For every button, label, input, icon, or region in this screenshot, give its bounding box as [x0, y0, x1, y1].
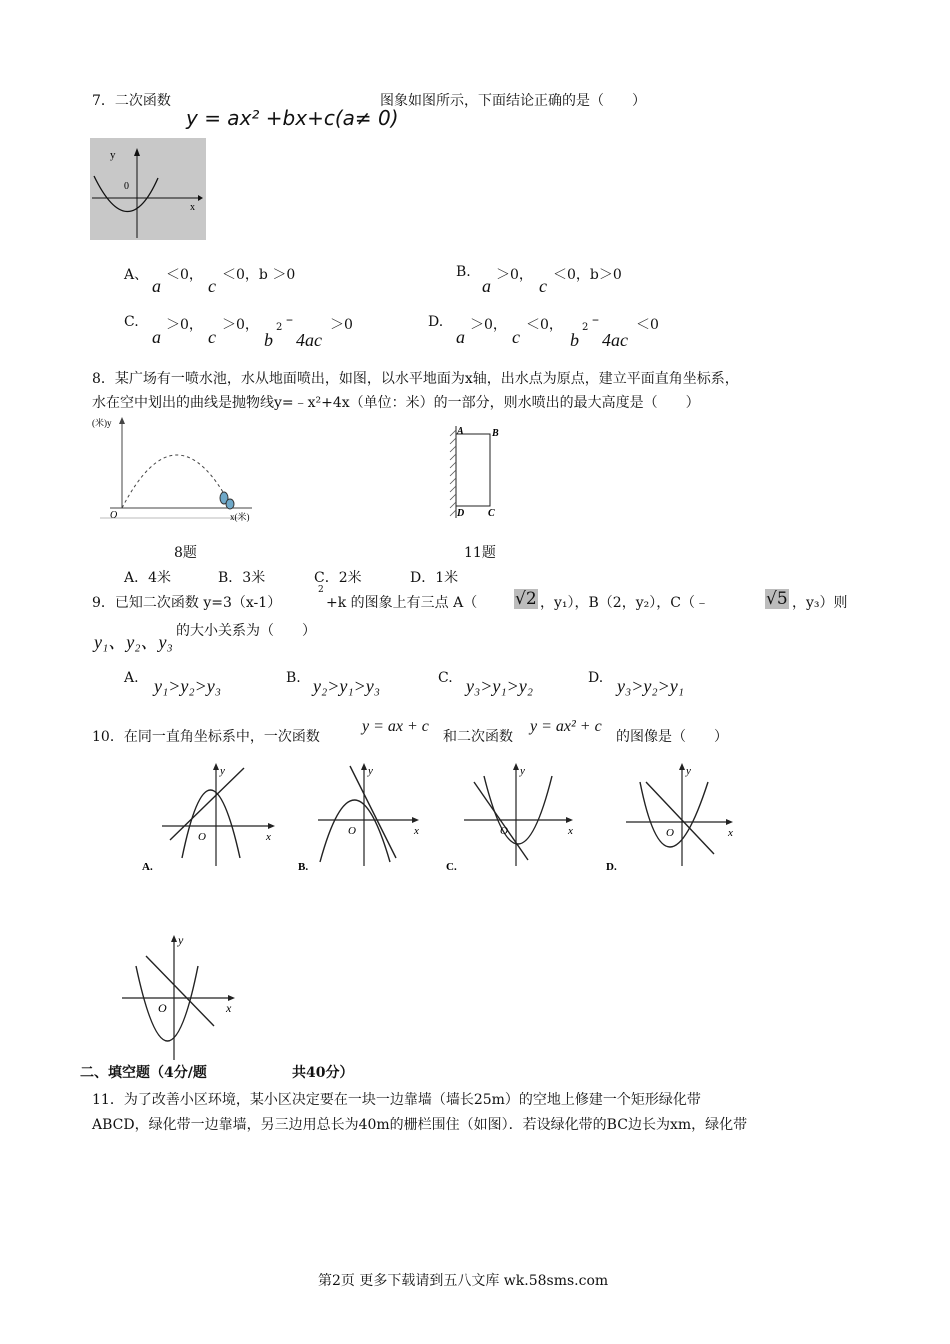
- q10d-origin: O: [666, 827, 674, 839]
- q10c-option-label: C.: [446, 861, 457, 873]
- q7-option-b-text2: ＜0，b＞0: [553, 267, 622, 283]
- q7-option-c-var-a: a: [152, 327, 161, 347]
- q7-option-c-minus: –: [286, 312, 293, 328]
- q7-x-label: x: [190, 202, 195, 213]
- q10d-y-arrow-icon: [679, 763, 685, 770]
- q10e-y-label: y: [178, 933, 184, 947]
- q10d-x-arrow-icon: [726, 819, 733, 825]
- q10e-x-label: x: [226, 1001, 232, 1015]
- q7-option-c-b: b: [264, 330, 273, 350]
- q8-caption: 8题: [174, 545, 197, 561]
- q9-option-c-label: C.: [438, 670, 453, 686]
- q9-stem-a: 9．已知二次函数 y=3（x-1）: [92, 595, 282, 611]
- q9-option-d-expr: y₃>y₂>y₁: [617, 676, 685, 696]
- section2-total: 共40分）: [292, 1065, 354, 1081]
- q7-option-a-var-a: a: [152, 276, 161, 296]
- q11-wall-hatching: [450, 430, 456, 516]
- q8-water-arc: [122, 455, 232, 508]
- q7-option-a-var-c: c: [208, 276, 216, 296]
- q7-option-d-minus: –: [592, 312, 599, 328]
- q7-option-d-label: D.: [428, 314, 444, 330]
- q9-exponent: 2: [318, 585, 324, 595]
- q10b-line: [350, 766, 396, 858]
- q9-sqrt2: [514, 589, 538, 609]
- q7-option-a-text1: ＜0，: [166, 267, 203, 283]
- q7-graph-background: [90, 138, 206, 240]
- q10b-x-label: x: [414, 825, 419, 837]
- q9-option-a-expr: y₁>y₂>y₃: [154, 676, 222, 696]
- q7-option-c-text3: ＞0: [330, 317, 353, 333]
- q7-option-c-exp: 2: [276, 322, 283, 333]
- q10c-origin: O: [500, 825, 508, 837]
- q7-option-d-var-c: c: [512, 327, 520, 347]
- q8-option-a: A．4米: [124, 570, 172, 586]
- q10-stem-b: 和二次函数: [443, 729, 513, 745]
- q7-option-d-text1: ＞0，: [470, 317, 507, 333]
- q7-origin-label: 0: [124, 181, 129, 192]
- q10e-origin: O: [158, 1001, 167, 1015]
- q10-graph-a: [140, 762, 280, 874]
- q10b-origin: O: [348, 825, 356, 837]
- q10b-x-arrow-icon: [412, 817, 419, 823]
- q7-option-b-text1: ＞0，: [496, 267, 533, 283]
- q9-stem-b: +k 的图象上有三点 A（: [326, 595, 478, 611]
- q10-formula-linear: y = ax + c: [362, 718, 429, 735]
- q10c-line: [474, 782, 528, 860]
- q9-sqrt2-value: √2: [515, 589, 537, 609]
- q10a-option-label: A.: [142, 861, 153, 873]
- q8-y-arrow-icon: [119, 417, 125, 424]
- q8-option-c: C．2米: [314, 570, 362, 586]
- q8-origin-label: O: [110, 510, 118, 521]
- q7-option-c-label: C.: [124, 314, 139, 330]
- q9-option-b-label: B.: [286, 670, 301, 686]
- q9-option-d-label: D.: [588, 670, 604, 686]
- q7-formula: y = ax² +bx+c(a≠ 0): [186, 106, 399, 130]
- q10b-option-label: B.: [298, 861, 309, 873]
- q9-stem-e: 的大小关系为（ ）: [176, 623, 316, 639]
- q11-caption: 11题: [464, 545, 496, 561]
- q10a-y-label: y: [220, 765, 225, 777]
- q9-option-a-label: A.: [124, 670, 139, 686]
- q10a-x-label: x: [266, 831, 271, 843]
- q7-option-d-exp: 2: [582, 322, 589, 333]
- q7-option-b-var-a: a: [482, 276, 491, 296]
- q10d-option-label: D.: [606, 861, 617, 873]
- q10a-origin: O: [198, 831, 206, 843]
- q10a-x-arrow-icon: [268, 823, 275, 829]
- q11-line2: ABCD，绿化带一边靠墙，另三边用总长为40m的栅栏围住（如图）．若设绿化带的BC边长为xm，绿化带: [92, 1117, 748, 1133]
- q10-extra-graph: [118, 926, 248, 1066]
- q7-option-d-text2: ＜0，: [526, 317, 563, 333]
- q10e-y-arrow-icon: [171, 935, 177, 942]
- q11-label-d: D: [457, 508, 465, 519]
- q10c-x-arrow-icon: [566, 817, 573, 823]
- q7-option-d-b: b: [570, 330, 579, 350]
- q9-sqrt5-value: √5: [766, 589, 788, 609]
- q7-option-c-text1: ＞0，: [166, 317, 203, 333]
- q7-stem-prefix: 7．二次函数: [92, 93, 171, 109]
- q8-option-d: D．1米: [410, 570, 459, 586]
- q8-nozzle-icon-2: [226, 499, 234, 509]
- section2-title: 二、填空题（4分/题: [80, 1065, 207, 1081]
- q9-variables: y₁、y₂、y₃: [94, 632, 173, 652]
- q10-graph-c: [444, 762, 584, 874]
- q9-option-b-expr: y₂>y₁>y₃: [313, 676, 381, 696]
- q11-label-c: C: [488, 508, 495, 519]
- q7-option-d-4ac: 4ac: [602, 330, 628, 350]
- page-footer: 第2页 更多下载请到五八文库 wk.58sms.com: [318, 1273, 609, 1289]
- q7-option-b-var-c: c: [539, 276, 547, 296]
- q8-stem-line2: 水在空中划出的曲线是抛物线y=﹣x²+4x（单位：米）的一部分，则水喷出的最大高度是（ ）: [92, 395, 700, 411]
- q9-option-c-expr: y₃>y₁>y₂: [466, 676, 534, 696]
- q10c-x-label: x: [568, 825, 573, 837]
- q7-option-b-label: B.: [456, 264, 471, 280]
- q11-rectangle-figure: [446, 422, 506, 520]
- q10-formula-quadratic: y = ax² + c: [530, 718, 602, 735]
- q10c-y-label: y: [520, 765, 525, 777]
- q11-label-a: A: [457, 426, 464, 437]
- q7-stem-suffix: 图象如图所示，下面结论正确的是（ ）: [380, 93, 646, 109]
- q7-option-a-label: A、: [124, 267, 149, 283]
- q7-option-d-text3: ＜0: [636, 317, 659, 333]
- q9-stem-c: ，y₁），B（2，y₂），C（﹣: [540, 595, 709, 611]
- q10b-y-label: y: [368, 765, 373, 777]
- q8-y-axis-label: (米)y: [92, 418, 112, 428]
- q7-option-c-text2: ＞0，: [222, 317, 259, 333]
- q10d-x-label: x: [728, 827, 733, 839]
- q7-option-c-var-c: c: [208, 327, 216, 347]
- q10-graph-b: [296, 762, 436, 874]
- q8-option-b: B．3米: [218, 570, 266, 586]
- q7-option-a-text2: ＜0，b ＞0: [222, 267, 296, 283]
- q11-fence: [456, 434, 490, 506]
- q7-option-c-4ac: 4ac: [296, 330, 322, 350]
- q10-stem-c: 的图像是（ ）: [616, 729, 728, 745]
- q11-label-b: B: [492, 428, 499, 439]
- q10a-y-arrow-icon: [213, 763, 219, 770]
- q10b-y-arrow-icon: [361, 763, 367, 770]
- q8-stem-line1: 8．某广场有一喷水池，水从地面喷出，如图，以水平地面为x轴，出水点为原点，建立平面直角坐标系，: [92, 371, 739, 387]
- q10-stem-a: 10．在同一直角坐标系中，一次函数: [92, 729, 320, 745]
- q7-y-label: y: [110, 149, 116, 161]
- q7-option-d-var-a: a: [456, 327, 465, 347]
- q10-graph-d: [604, 762, 744, 874]
- q10d-y-label: y: [686, 765, 691, 777]
- q10c-y-arrow-icon: [513, 763, 519, 770]
- q8-x-axis-label: x(米): [230, 512, 250, 522]
- q11-line1: 11．为了改善小区环境，某小区决定要在一块一边靠墙（墙长25m）的空地上修建一个矩形绿化带: [92, 1092, 701, 1108]
- q7-parabola-graph: [90, 138, 206, 240]
- q8-fountain-graph: [90, 414, 260, 526]
- q9-sqrt5: [765, 589, 789, 609]
- q10e-line: [146, 956, 214, 1026]
- q9-stem-d: ，y₃）则: [792, 595, 848, 611]
